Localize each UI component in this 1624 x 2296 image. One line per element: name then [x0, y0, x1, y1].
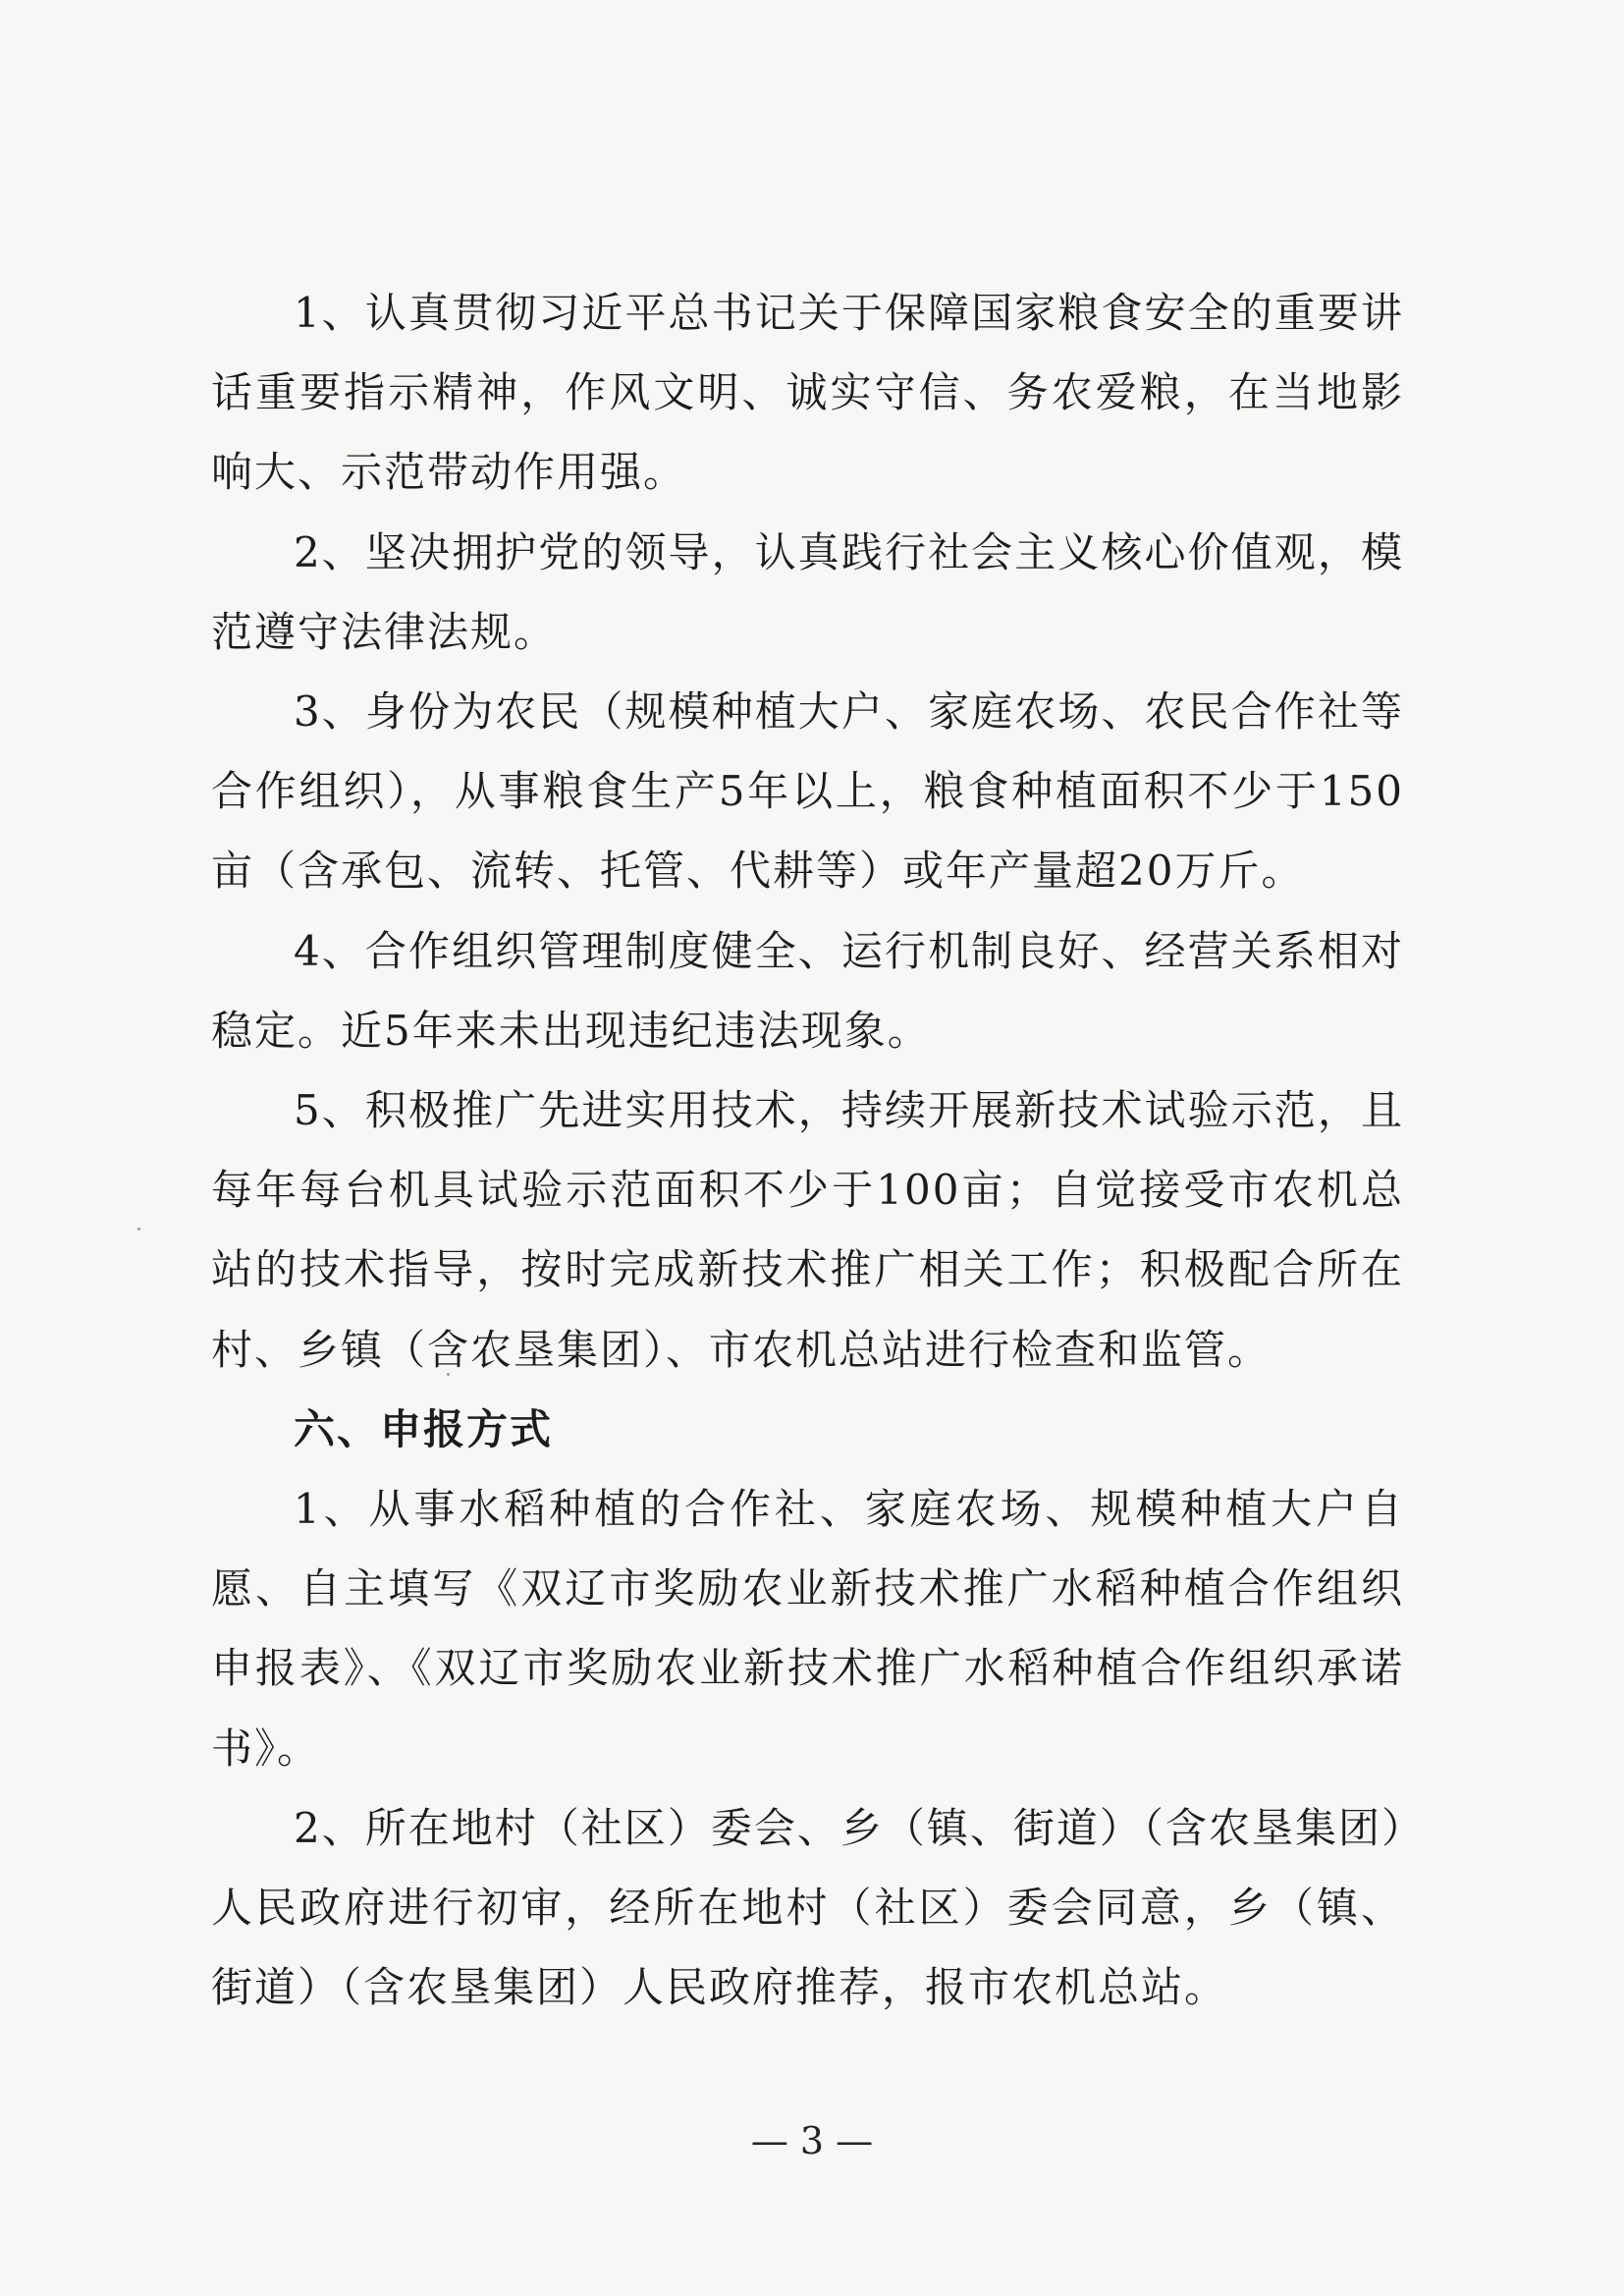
scan-speck — [137, 1228, 140, 1230]
paragraph-requirement-5: 5、积极推广先进实用技术，持续开展新技术试验示范，且每年每台机具试验示范面积不少于100亩；自觉接受市农机总站的技术指导，按时完成新技术推广相关工作；积极配合所在村、乡镇（含农垦集团）、市农机总站进行检查和监管。 — [211, 1086, 1404, 1374]
paragraph-requirement-3: 3、身份为农民（规模种植大户、家庭农场、农民合作社等合作组织），从事粮食生产5年以上，粮食种植面积不少于150亩（含承包、流转、托管、代耕等）或年产量超20万斤。 — [211, 687, 1404, 896]
paragraph-requirement-1: 1、认真贯彻习近平总书记关于保障国家粮食安全的重要讲话重要指示精神，作风文明、诚实守信、务农爱粮，在当地影响大、示范带动作用强。 — [211, 289, 1404, 497]
paragraph-requirement-2: 2、坚决拥护党的领导，认真践行社会主义核心价值观，模范遵守法律法规。 — [211, 527, 1404, 656]
section-heading: 六、申报方式 — [294, 1404, 554, 1453]
paragraph-application-2: 2、所在地村（社区）委会、乡（镇、街道）（含农垦集团）人民政府进行初审，经所在地村（社区）委会同意，乡（镇、街道）（含农垦集团）人民政府推荐，报市农机总站。 — [211, 1803, 1404, 2012]
paragraph-requirement-4: 4、合作组织管理制度健全、运行机制良好、经营关系相对稳定。近5年来未出现违纪违法现象。 — [211, 926, 1404, 1055]
document-body — [211, 273, 1404, 2027]
page-number: — 3 — — [750, 2119, 874, 2162]
paragraph-application-1: 1、从事水稻种植的合作社、家庭农场、规模种植大户自愿、自主填写《双辽市奖励农业新技术推广水稻种植合作组织申报表》、《双辽市奖励农业新技术推广水稻种植合作组织承诺书》。 — [211, 1485, 1404, 1773]
